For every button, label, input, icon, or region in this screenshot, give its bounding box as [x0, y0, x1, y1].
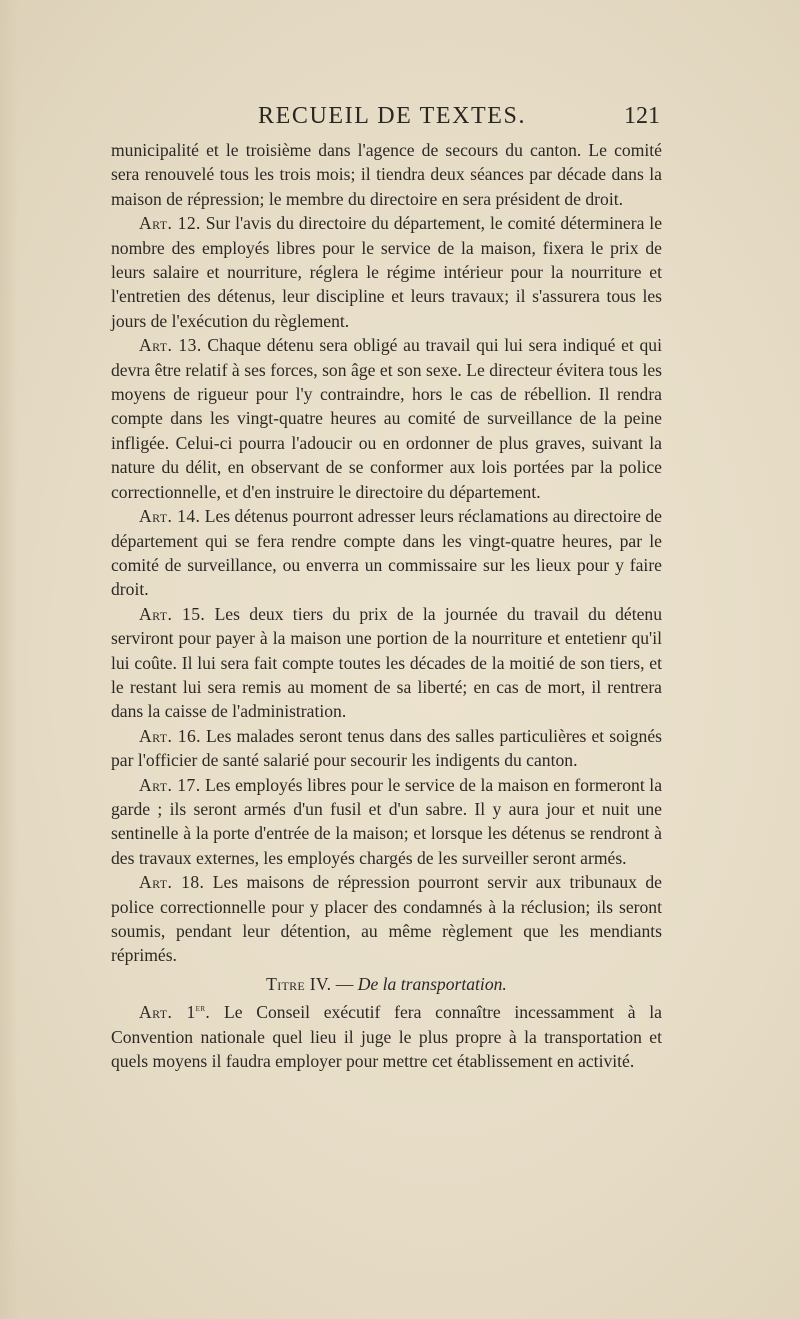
article-16 [111, 724, 662, 773]
running-title: RECUEIL DE TEXTES. [258, 103, 527, 129]
section-title-iv [111, 972, 662, 996]
title-dash: — [331, 973, 358, 994]
article-label: Art. 13. [139, 335, 202, 356]
article-14 [111, 504, 662, 602]
page-gutter-shadow [0, 0, 18, 1319]
article-text: Les malades seront tenus dans des salles particulières et soignés par l'officier de santé salarié pour secourir les indigents du canton. [111, 725, 662, 771]
article-label-end: . [205, 1002, 211, 1023]
article-text: Les maisons de répression pourront servir aux tribunaux de police correctionnelle pour y placer des condamnés à la réclusion; ils seront soumis, pendant leur détention, au même règlement que les mendiants réprimés. [111, 872, 662, 966]
article-label: Art. 16. [139, 725, 201, 746]
title-heading: De la transportation. [357, 973, 507, 994]
article-text: Le Conseil exécutif fera connaître incessamment à la Convention nationale quel lieu il juge le plus propre à la transportation et quels moyens il faudra employer pour mettre cet établissement en activité. [111, 1002, 662, 1072]
article-label: Art. 15. [139, 603, 206, 624]
opening-paragraph: municipalité et le troisième dans l'agence de secours du canton. Le comité sera renouvelé tous les trois mois; il tiendra deux séances par décade dans la maison de répression; le membre du directoire en sera président de droit. [111, 140, 662, 209]
article-label: Art. 12. [139, 213, 201, 234]
body-text [111, 138, 662, 1073]
article-13 [111, 333, 662, 504]
article-15 [111, 602, 662, 724]
article-label-sup: er [195, 1003, 206, 1015]
article-1 [111, 1000, 662, 1073]
running-header [112, 101, 660, 131]
article-label: Art. 14. [139, 506, 201, 527]
article-label-main: Art. 1 [139, 1002, 196, 1023]
page-number: 121 [624, 103, 660, 129]
article-label: Art. 18. [139, 872, 205, 893]
article-text: Les employés libres pour le service de la maison en formeront la garde ; ils seront armés d'un fusil et d'un sabre. Il y aura jour et nuit une sentinelle à la porte d'entrée de la maison; et lorsque les détenus se rendront à des travaux externes, les employés chargés de les surveiller seront armés. [111, 774, 662, 868]
article-text: Sur l'avis du directoire du département, le comité déterminera le nombre des employés libres pour le service de la maison, fixera le prix de leurs salaire et nourriture, réglera le régime intérieur pour la nourriture et l'entretien des détenus, leur discipline et leurs travaux; il s'assurera tous les jours de l'exécution du règlement. [111, 213, 663, 331]
title-label: Titre IV. [266, 973, 332, 994]
article-label [139, 1002, 210, 1022]
article-17 [111, 773, 662, 871]
article-12 [111, 211, 662, 333]
article-text: Les détenus pourront adresser leurs réclamations au directoire de département qui se fera rendre compte dans les vingt-quatre heures, par le comité de surveillance, ou enverra un commissaire sur les lieux pour y faire droit. [111, 506, 662, 600]
article-label: Art. 17. [139, 774, 201, 795]
article-18 [111, 870, 662, 968]
article-text: Les deux tiers du prix de la journée du travail du détenu serviront pour payer à la maison une portion de la nourriture et entetienr qu'il lui coûte. Il lui sera fait compte toutes les décades de la moitié de son tiers, et le restant lui sera remis au moment de sa liberté; en cas de mort, il rentrera dans la caisse de l'administration. [111, 603, 662, 722]
article-text: Chaque détenu sera obligé au travail qui lui sera indiqué et qui devra être relatif à ses forces, son âge et son sexe. Le directeur évitera tous les moyens de rigueur pour l'y contraindre, hors le cas de rébellion. Il rendra compte dans les vingt-quatre heures au comité de surveillance de la peine infligée. Celui-ci pourra l'adoucir ou en ordonner de plus graves, suivant la nature du délit, en observant de se conformer aux lois portées par la police correctionnelle, et d'en instruire le directoire du département. [111, 335, 662, 502]
